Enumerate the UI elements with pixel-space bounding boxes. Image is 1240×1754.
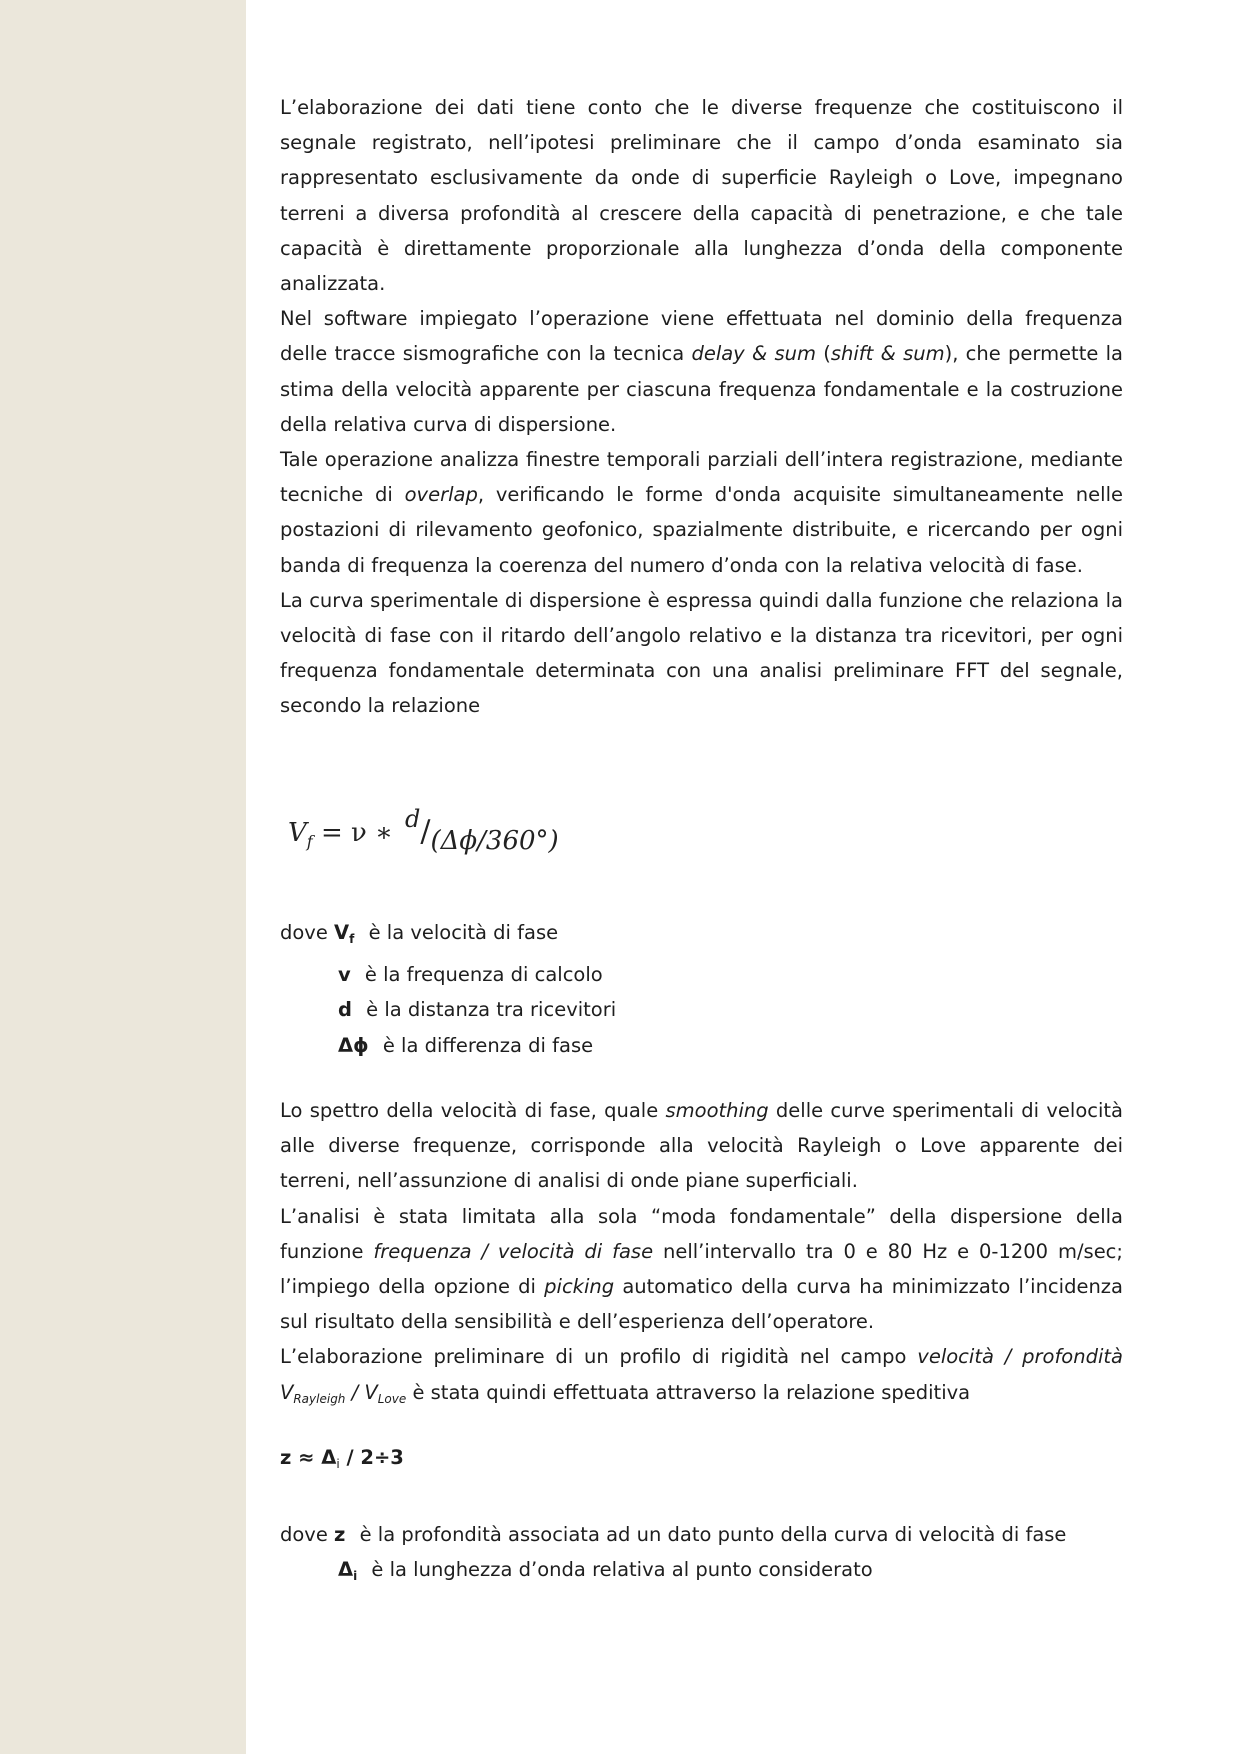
paragraph xyxy=(280,90,1123,301)
text-run: delle curve sperimentali di velocità alle diverse frequenze, corrisponde alla velocità Rayleigh o Love apparente dei terreni, nell’assunzione di analisi di onde piane superficiali. xyxy=(280,1099,1123,1193)
depth-relation xyxy=(280,1446,404,1471)
text-run: Love xyxy=(377,1391,407,1406)
text-run: L’elaborazione preliminare di un profilo di rigidità nel campo xyxy=(280,1345,918,1369)
formula-eq: = ν ∗ xyxy=(312,818,402,848)
formula-lhs: V xyxy=(288,818,307,848)
symbol-text: d xyxy=(338,998,352,1022)
definition-text: è la differenza di fase xyxy=(382,1033,594,1057)
text-run: picking xyxy=(544,1275,615,1299)
definition-row xyxy=(280,992,616,1027)
text-run: V xyxy=(280,1380,294,1404)
text-run: è stata quindi effettuata attraverso la relazione speditiva xyxy=(406,1380,971,1404)
definition-symbol xyxy=(338,1558,358,1584)
relation-definitions xyxy=(280,1517,1066,1594)
paragraph xyxy=(280,1199,1123,1340)
text-run: Tale operazione analizza finestre temporali parziali dell’intera registrazione, mediante tecniche di xyxy=(280,448,1123,507)
text-run: Rayleigh xyxy=(293,1391,346,1406)
symbol-text: Δ xyxy=(338,1558,354,1582)
body-text-bottom xyxy=(280,1093,1123,1417)
symbol-text: v xyxy=(338,963,351,987)
symbol-text: z xyxy=(334,1523,346,1546)
definition-row xyxy=(280,957,616,992)
text-run: overlap xyxy=(404,483,478,507)
formula-denominator: (Δϕ/360°) xyxy=(430,826,559,856)
relation-sub: i xyxy=(336,1457,340,1471)
text-run: shift & sum xyxy=(830,342,945,366)
text-run: V xyxy=(364,1380,378,1404)
text-run: L’analisi è stata limitata alla sola “moda fondamentale” della dispersione della funzione xyxy=(280,1204,1123,1263)
phase-velocity-formula xyxy=(288,805,559,856)
formula-numerator: d xyxy=(405,805,421,833)
formula-lhs-sub: f xyxy=(306,832,313,851)
definition-text: è la frequenza di calcolo xyxy=(364,963,603,987)
symbol-subscript: i xyxy=(353,1569,358,1584)
definition-text: è la distanza tra ricevitori xyxy=(366,998,617,1022)
paragraph xyxy=(280,442,1123,583)
definition-symbol xyxy=(338,1034,369,1057)
definition-row xyxy=(280,1517,1066,1552)
relation-lhs: z ≈ Δ xyxy=(280,1446,337,1469)
text-run: ), che permette la stima della velocità apparente per ciascuna frequenza fondamentale e la costruzione della relativa curva di dispersione. xyxy=(280,342,1123,436)
definition-text: è la profondità associata ad un dato punto della curva di velocità di fase xyxy=(359,1523,1067,1546)
definition-intro: dove xyxy=(280,1523,335,1546)
definition-row xyxy=(280,1028,616,1063)
text-run: delay & sum xyxy=(691,342,816,366)
paragraph xyxy=(280,1093,1123,1199)
definition-symbol xyxy=(338,963,351,986)
text-run: velocità / profondità xyxy=(917,1345,1123,1369)
definition-row xyxy=(280,1552,1066,1594)
text-run: La curva sperimentale di dispersione è espressa quindi dalla funzione che relaziona la velocità di fase con il ritardo dell’angolo relativo e la distanza tra ricevitori, per ogni frequenza fondamentale determinata con una analisi preliminare FFT del segnale, secondo la relazione xyxy=(280,588,1123,718)
paragraph xyxy=(280,583,1123,724)
formula-definitions xyxy=(280,915,616,1063)
text-run: / xyxy=(345,1380,365,1404)
text-run: ( xyxy=(815,342,831,366)
text-run: Lo spettro della velocità di fase, quale xyxy=(280,1099,666,1122)
definition-text: è la velocità di fase xyxy=(368,921,559,944)
definition-intro: dove xyxy=(280,921,335,944)
text-run: Nel software impiegato l’operazione viene effettuata nel dominio della frequenza delle tracce sismografiche con la tecnica xyxy=(280,307,1123,366)
symbol-text: V xyxy=(334,921,350,944)
definition-row xyxy=(280,915,616,957)
text-run: frequenza / velocità di fase xyxy=(373,1239,654,1263)
symbol-text: Δϕ xyxy=(338,1033,369,1057)
paragraph xyxy=(280,301,1123,442)
text-run: automatico della curva ha minimizzato l’incidenza sul risultato della sensibilità e dell’esperienza dell’operatore. xyxy=(280,1275,1123,1334)
paragraph xyxy=(280,1339,1123,1416)
relation-rhs: / 2÷3 xyxy=(339,1446,404,1469)
text-run: nell’intervallo tra 0 e 80 Hz e 0-1200 m/sec; l’impiego della opzione di xyxy=(280,1239,1123,1299)
definition-symbol xyxy=(334,1523,345,1546)
definition-symbol xyxy=(334,921,354,944)
definition-text: è la lunghezza d’onda relativa al punto considerato xyxy=(371,1558,873,1582)
text-run: , verificando le forme d'onda acquisite simultaneamente nelle postazioni di rilevamento geofonico, spazialmente distribuite, e ricercando per ogni banda di frequenza la coerenza del numero d’onda con la relativa velocità di fase. xyxy=(280,483,1123,577)
text-run: smoothing xyxy=(665,1099,769,1122)
symbol-subscript: f xyxy=(349,932,355,946)
formula-slash: / xyxy=(420,814,431,849)
definition-symbol xyxy=(338,998,352,1021)
text-run: L’elaborazione dei dati tiene conto che le diverse frequenze che costituiscono il segnale registrato, nell’ipotesi preliminare che il campo d’onda esaminato sia rappresentato esclusivamente da onde di superficie Rayleigh o Love, impegnano terreni a diversa profondità al crescere della capacità di penetrazione, e che tale capacità è direttamente proporzionale alla lunghezza d’onda della componente analizzata. xyxy=(280,96,1123,296)
page-margin-band xyxy=(0,0,246,1754)
body-text-top xyxy=(280,90,1123,724)
